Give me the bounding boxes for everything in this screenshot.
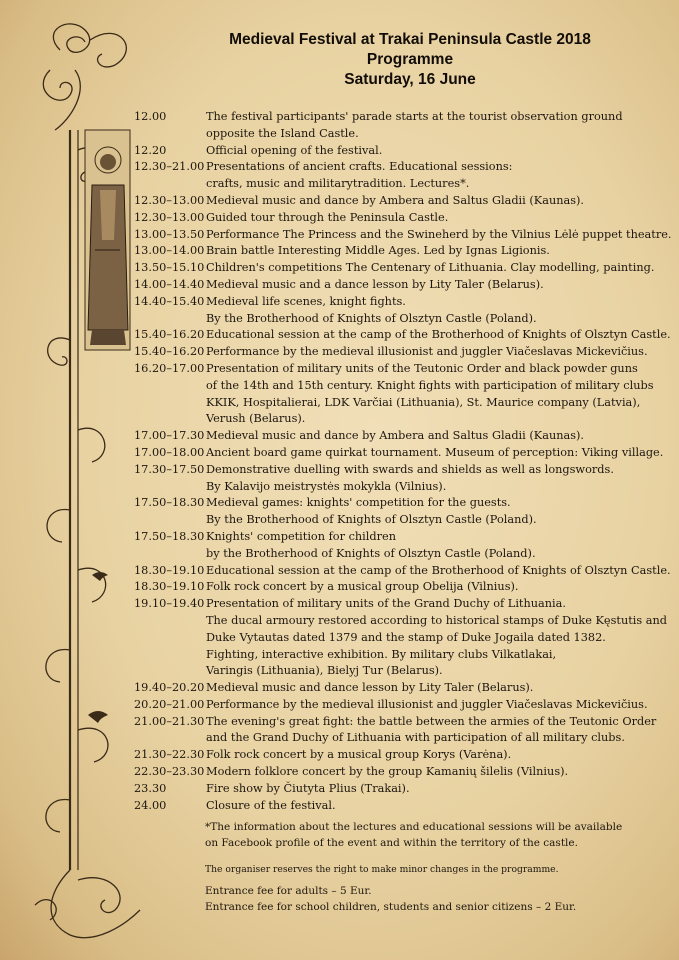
schedule-row: [134, 445, 664, 462]
schedule-description: Brain battle Interesting Middle Ages. Led by Ignas Ligionis.: [206, 244, 550, 258]
schedule-row: [134, 344, 654, 361]
schedule-time: 15.40–16.20: [134, 345, 205, 359]
schedule-description: opposite the Island Castle.: [206, 126, 359, 140]
schedule-description: Official opening of the festival.: [206, 143, 383, 157]
schedule-row: [134, 563, 671, 580]
schedule-time: 13.50–15.10: [134, 261, 205, 275]
schedule-row: [134, 546, 654, 563]
schedule-description: Children's competitions The Centenary of Lithuania. Clay modelling, painting.: [206, 261, 655, 275]
schedule-time: 14.40–15.40: [134, 294, 205, 308]
programme-label: Programme: [366, 51, 454, 68]
schedule-row: [134, 159, 654, 176]
schedule-description: Medieval music and dance by Ambera and Saltus Gladii (Kaunas).: [206, 193, 585, 207]
schedule-row: [134, 798, 654, 815]
schedule-description: Medieval music and dance lesson by Lity Taler (Belarus).: [206, 681, 534, 695]
entrance-fee-adults: Entrance fee for adults – 5 Eur.: [205, 885, 372, 897]
schedule-row: [134, 730, 654, 747]
schedule-time: 20.20–21.00: [134, 697, 205, 711]
schedule-time: 17.30–17.50: [134, 462, 205, 476]
schedule-time: 12.30–13.00: [134, 210, 205, 224]
schedule-description: Closure of the festival.: [206, 798, 336, 812]
schedule-row: [134, 243, 654, 260]
schedule-description: Medieval life scenes, knight fights.: [206, 294, 406, 308]
schedule-description: and the Grand Duchy of Lithuania with participation of all military clubs.: [206, 731, 625, 745]
schedule-row: [134, 395, 654, 412]
schedule-row: [134, 311, 654, 328]
ornamental-border-illustration: [30, 10, 150, 955]
schedule-description: The ducal armoury restored according to historical stamps of Duke Kęstutis and: [206, 613, 668, 627]
schedule-time: 17.00–17.30: [134, 429, 205, 443]
schedule-description: Duke Vytautas dated 1379 and the stamp of Duke Jogaila dated 1382.: [206, 630, 606, 644]
schedule-list: [134, 109, 672, 814]
footnote-line-1: *The information about the lectures and educational sessions will be available: [205, 821, 623, 833]
schedule-row: [134, 512, 654, 529]
schedule-description: By the Brotherhood of Knights of Olsztyn Castle (Poland).: [206, 513, 537, 527]
schedule-description: of the 14th and 15th century. Knight fights with participation of military clubs: [206, 378, 654, 392]
schedule-time: 17.50–18.30: [134, 496, 205, 510]
schedule-time: 17.50–18.30: [134, 529, 205, 543]
schedule-description: By Kalavijo meistrystės mokykla (Vilnius).: [206, 479, 447, 493]
schedule-description: Performance by the medieval illusionist and juggler Viačeslavas Mickevičius.: [206, 697, 648, 711]
schedule-time: 18.30–19.10: [134, 563, 205, 577]
schedule-time: 13.00–14.00: [134, 244, 205, 258]
schedule-description: Educational session at the camp of the Brotherhood of Knights of Olsztyn Castle.: [206, 563, 671, 577]
schedule-description: Educational session at the camp of the Brotherhood of Knights of Olsztyn Castle.: [206, 328, 671, 342]
schedule-time: 18.30–19.10: [134, 580, 205, 594]
schedule-description: Ancient board game quirkat tournament. Museum of perception: Viking village.: [206, 445, 664, 459]
schedule-time: 14.00–14.40: [134, 277, 205, 291]
schedule-row: [134, 747, 654, 764]
schedule-description: Folk rock concert by a musical group Korys (Varėna).: [206, 748, 512, 762]
schedule-description: Medieval music and dance by Ambera and Saltus Gladii (Kaunas).: [206, 429, 585, 443]
schedule-row: [134, 630, 654, 647]
schedule-time: 21.00–21.30: [134, 714, 205, 728]
schedule-row: [134, 479, 654, 496]
schedule-row: [134, 680, 654, 697]
schedule-time: 12.30–21.00: [134, 160, 205, 174]
schedule-description: The festival participants' parade starts at the tourist observation ground: [206, 110, 623, 123]
schedule-time: 19.40–20.20: [134, 681, 205, 695]
schedule-row: [134, 260, 654, 277]
schedule-row: [134, 277, 654, 294]
schedule-row: [134, 781, 654, 798]
schedule-description: The evening's great fight: the battle between the armies of the Teutonic Order: [206, 714, 657, 728]
festival-title: Medieval Festival at Trakai Peninsula Castle 2018: [229, 31, 591, 48]
schedule-description: crafts, music and militarytradition. Lectures*.: [206, 177, 470, 191]
schedule-time: 13.00–13.50: [134, 227, 205, 241]
schedule-row: [134, 361, 654, 378]
programme-header: [190, 30, 630, 90]
schedule-row: [134, 411, 654, 428]
schedule-time: 16.20–17.00: [134, 361, 205, 375]
footnote-line-2: on Facebook profile of the event and within the territory of the castle.: [205, 837, 578, 849]
schedule-row: [134, 378, 654, 395]
schedule-time: 23.30: [134, 781, 167, 795]
schedule-time: 24.00: [134, 798, 167, 812]
schedule-row: [134, 764, 654, 781]
schedule-description: Demonstrative duelling with swards and shields as well as longswords.: [206, 462, 614, 476]
schedule-time: 12.00: [134, 110, 167, 123]
schedule-description: Presentations of ancient crafts. Educational sessions:: [206, 160, 513, 174]
schedule-row: [134, 176, 654, 193]
schedule-description: KKIK, Hospitalierai, LDK Varčiai (Lithuania), St. Maurice company (Latvia),: [206, 395, 641, 409]
schedule-row: [134, 193, 654, 210]
schedule-row: [134, 529, 654, 546]
schedule-row: [134, 462, 654, 479]
schedule-row: [134, 327, 671, 344]
disclaimer: The organiser reserves the right to make minor changes in the programme.: [205, 864, 559, 875]
schedule-row: [134, 647, 654, 664]
schedule-description: Modern folklore concert by the group Kamanių šilelis (Vilnius).: [206, 765, 569, 779]
schedule-description: Verush (Belarus).: [206, 412, 306, 426]
schedule-row: [134, 428, 654, 445]
schedule-row: [134, 126, 654, 143]
schedule-time: 21.30–22.30: [134, 748, 205, 762]
schedule-row: [134, 613, 668, 630]
schedule-row: [134, 143, 654, 160]
schedule-description: Varingis (Lithuania), Bielyj Tur (Belarus).: [206, 664, 443, 678]
schedule-description: Knights' competition for children: [206, 529, 396, 543]
schedule-description: Fighting, interactive exhibition. By military clubs Vilkatlakai,: [206, 647, 557, 661]
schedule-time: 12.20: [134, 143, 167, 157]
schedule-row: [134, 227, 672, 244]
schedule-description: Fire show by Čiutyta Plius (Trakai).: [206, 781, 410, 795]
schedule-row: [134, 714, 657, 731]
schedule-row: [134, 697, 654, 714]
schedule-description: Presentation of military units of the Grand Duchy of Lithuania.: [206, 597, 566, 611]
schedule-time: 12.30–13.00: [134, 193, 205, 207]
schedule-description: Presentation of military units of the Teutonic Order and black powder guns: [206, 361, 638, 375]
schedule-description: By the Brotherhood of Knights of Olsztyn Castle (Poland).: [206, 311, 537, 325]
schedule-row: [134, 495, 654, 512]
schedule-time: 15.40–16.20: [134, 328, 205, 342]
schedule-description: by the Brotherhood of Knights of Olsztyn Castle (Poland).: [206, 546, 536, 560]
schedule-time: 19.10–19.40: [134, 597, 205, 611]
schedule-description: Medieval games: knights' competition for the guests.: [206, 496, 511, 510]
schedule-description: Performance by the medieval illusionist and juggler Viačeslavas Mickevičius.: [206, 345, 648, 359]
schedule-row: [134, 294, 654, 311]
schedule-row: [134, 579, 654, 596]
entrance-fee-reduced: Entrance fee for school children, students and senior citizens – 2 Eur.: [205, 901, 577, 913]
schedule-time: 17.00–18.00: [134, 445, 205, 459]
schedule-row: [134, 596, 654, 613]
schedule-row: [134, 109, 654, 126]
schedule-row: [134, 210, 654, 227]
programme-date: Saturday, 16 June: [344, 71, 476, 88]
schedule-description: Guided tour through the Peninsula Castle.: [206, 210, 449, 224]
schedule-description: Folk rock concert by a musical group Obelija (Vilnius).: [206, 580, 519, 594]
schedule-time: 22.30–23.30: [134, 765, 205, 779]
schedule-description: Performance The Princess and the Swineherd by the Vilnius Lėlė puppet theatre.: [206, 227, 672, 241]
schedule-row: [134, 663, 654, 680]
schedule-description: Medieval music and a dance lesson by Lity Taler (Belarus).: [206, 277, 544, 291]
